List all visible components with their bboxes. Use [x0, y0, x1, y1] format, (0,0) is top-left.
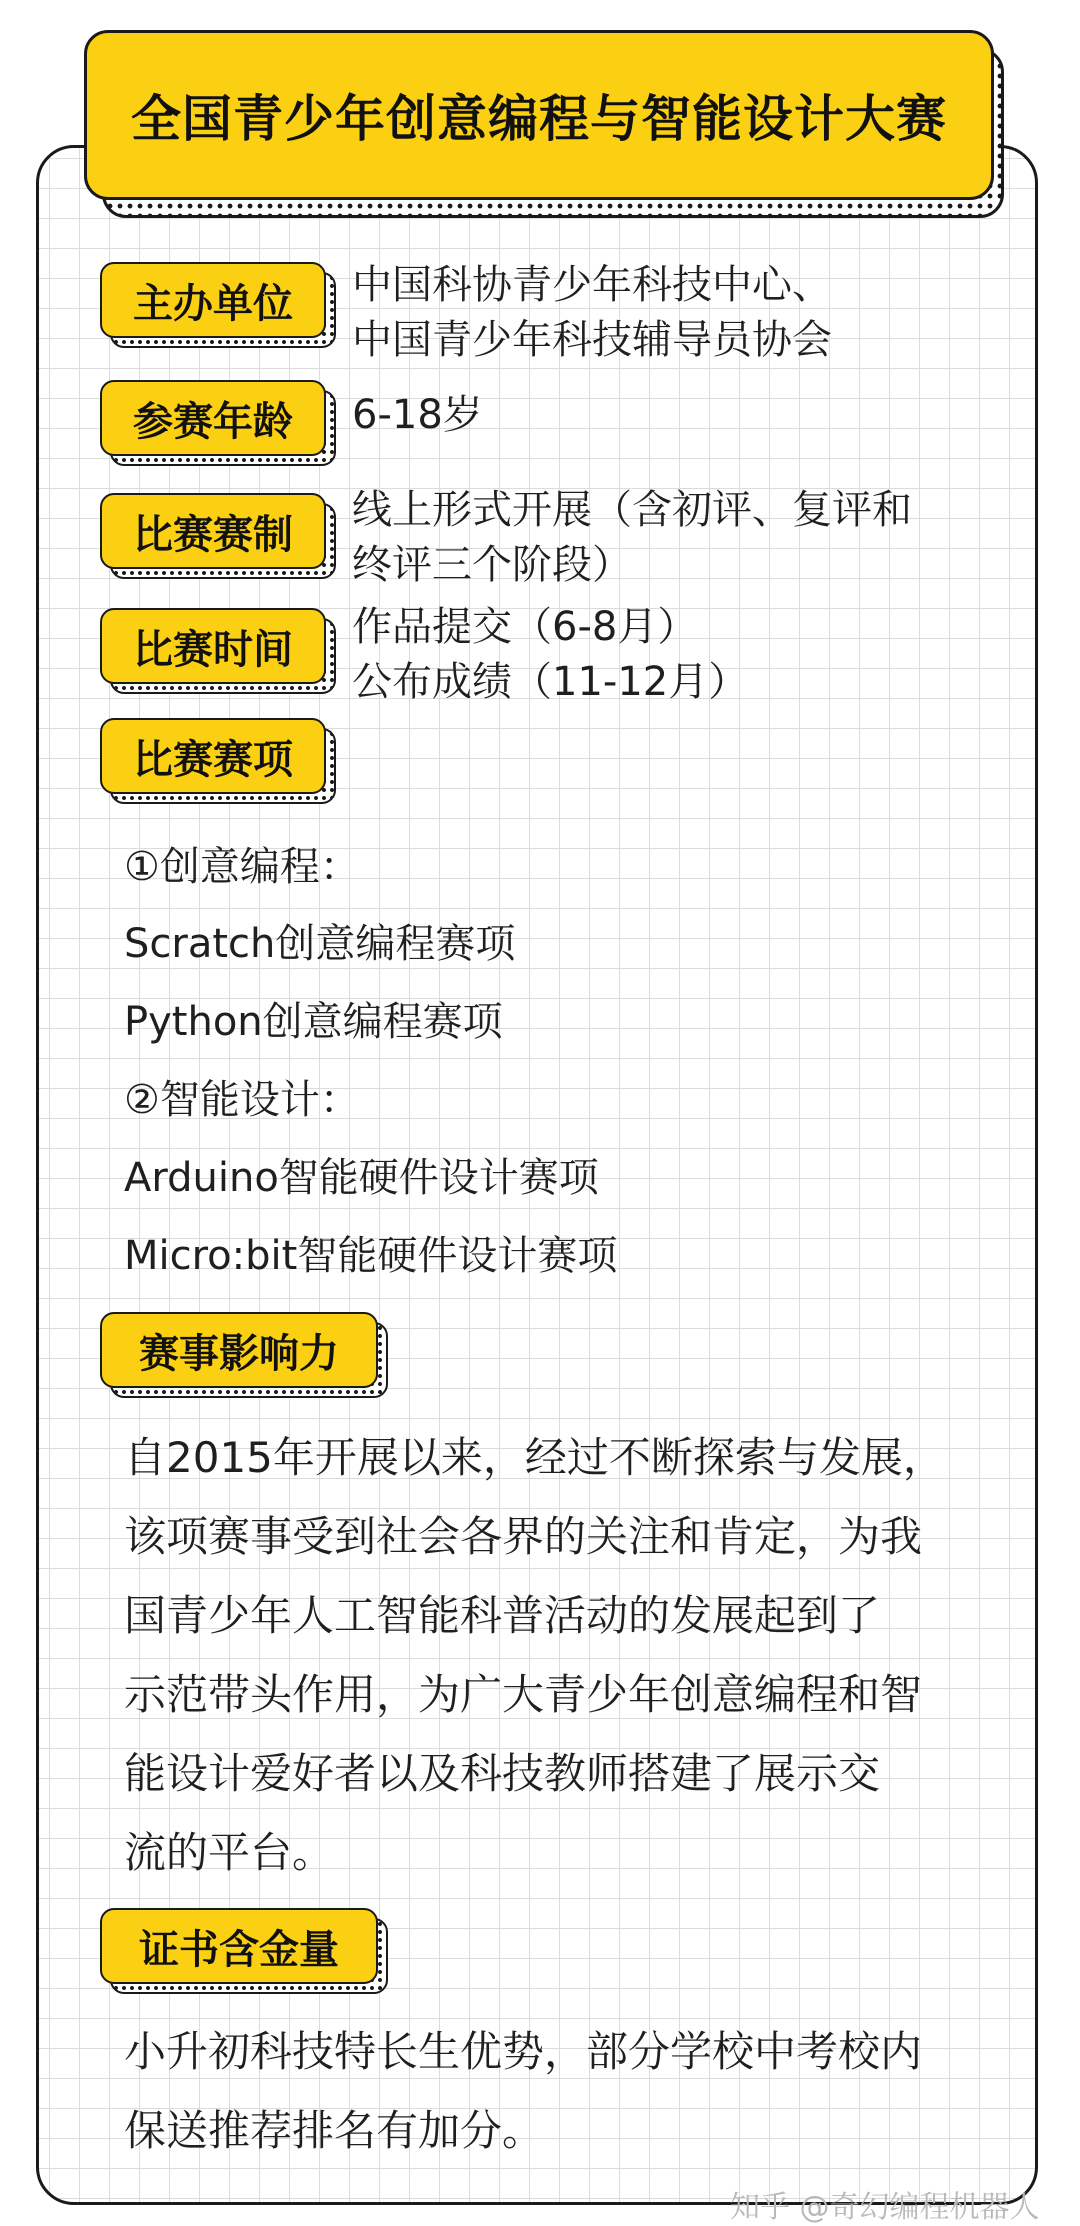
- age-text: [352, 388, 483, 443]
- tag-organizer-label: 主办单位: [100, 262, 326, 338]
- time-text: [352, 600, 748, 710]
- title-banner: [84, 30, 994, 200]
- events-line-4: ②智能设计：: [124, 1077, 360, 1123]
- tag-certificate: [100, 1908, 378, 1984]
- certificate-line-1: 小升初科技特长生优势，部分学校中考校内: [124, 2027, 923, 2076]
- events-line-5: Arduino智能硬件设计赛项: [124, 1155, 599, 1201]
- tag-format: [100, 493, 326, 569]
- events-line-3: Python创意编程赛项: [124, 999, 503, 1045]
- tag-influence: [100, 1312, 378, 1388]
- influence-line-6: 流的平台。: [124, 1828, 335, 1877]
- time-line-1: 作品提交（6-8月）: [352, 604, 698, 650]
- influence-line-4: 示范带头作用，为广大青少年创意编程和智: [124, 1670, 923, 1719]
- tag-time: [100, 608, 326, 684]
- influence-line-1: 自2015年开展以来，经过不断探索与发展，: [124, 1433, 945, 1482]
- format-line-2: 终评三个阶段）: [352, 542, 632, 588]
- time-line-2: 公布成绩（11-12月）: [352, 659, 749, 705]
- tag-certificate-label: 证书含金量: [100, 1908, 378, 1984]
- influence-line-3: 国青少年人工智能科普活动的发展起到了: [124, 1591, 881, 1640]
- organizer-line-2: 中国青少年科技辅导员协会: [352, 317, 832, 363]
- certificate-paragraph: [124, 2012, 984, 2170]
- influence-paragraph: [124, 1418, 984, 1892]
- page-title: 全国青少年创意编程与智能设计大赛: [131, 90, 947, 148]
- tag-age: [100, 380, 326, 456]
- watermark: 知乎 @奇幻编程机器人: [730, 2190, 1040, 2225]
- format-text: [352, 483, 912, 593]
- format-line-1: 线上形式开展（含初评、复评和: [352, 487, 912, 533]
- influence-line-2: 该项赛事受到社会各界的关注和肯定，为我: [124, 1512, 923, 1561]
- influence-line-5: 能设计爱好者以及科技教师搭建了展示交: [124, 1749, 881, 1798]
- age-line-1: 6-18岁: [352, 392, 483, 438]
- tag-organizer: [100, 262, 326, 338]
- tag-events: [100, 718, 326, 794]
- tag-influence-label: 赛事影响力: [100, 1312, 378, 1388]
- tag-events-label: 比赛赛项: [100, 718, 326, 794]
- organizer-text: [352, 258, 832, 368]
- certificate-line-2: 保送推荐排名有加分。: [124, 2106, 545, 2155]
- events-line-1: ①创意编程：: [124, 844, 360, 890]
- events-line-6: Micro:bit智能硬件设计赛项: [124, 1233, 618, 1279]
- tag-age-label: 参赛年龄: [100, 380, 326, 456]
- events-line-2: Scratch创意编程赛项: [124, 921, 516, 967]
- organizer-line-1: 中国科协青少年科技中心、: [352, 262, 832, 308]
- tag-format-label: 比赛赛制: [100, 493, 326, 569]
- tag-time-label: 比赛时间: [100, 608, 326, 684]
